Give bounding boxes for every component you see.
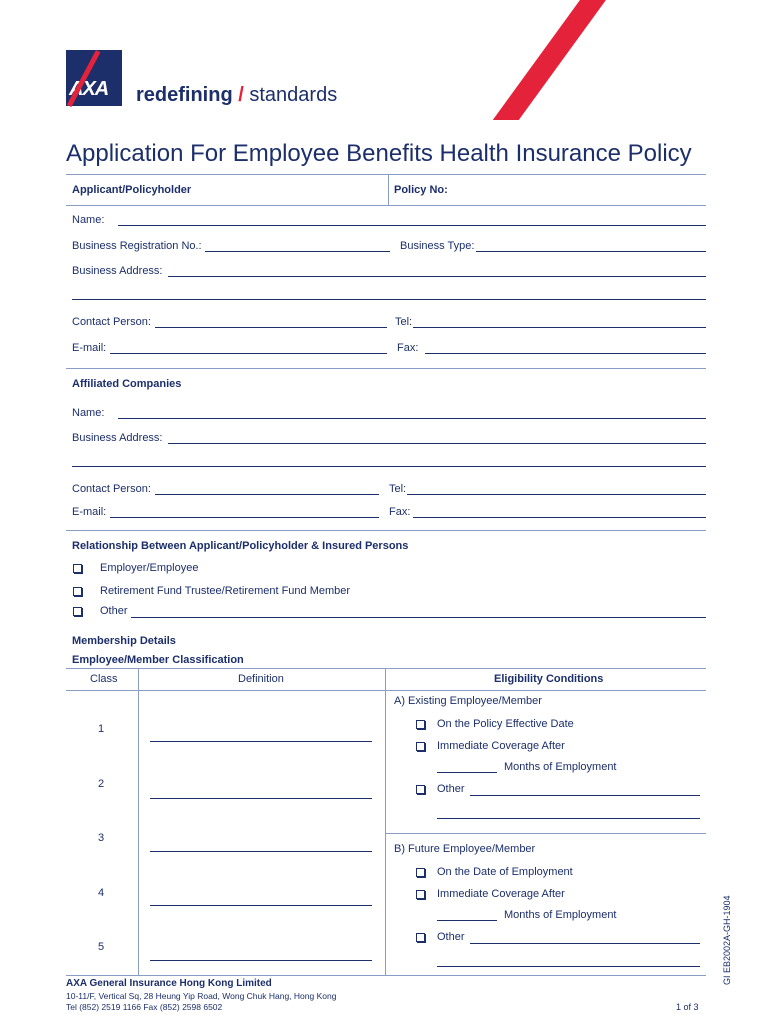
tagline <box>136 84 337 107</box>
aff-name-label: Name: <box>72 407 105 419</box>
footer-contact: Tel (852) 2519 1166 Fax (852) 2598 6502 <box>66 1002 223 1012</box>
definition-4-field[interactable] <box>150 905 372 906</box>
page-title: Application For Employee Benefits Health Insurance Policy <box>66 140 692 167</box>
section-title-relationship: Relationship Between Applicant/Policyholder & Insured Persons <box>72 540 409 552</box>
name-label: Name: <box>72 214 105 226</box>
fax-field[interactable] <box>425 353 706 354</box>
tel-field[interactable] <box>413 327 706 328</box>
membership-title: Membership Details <box>72 635 176 647</box>
checkbox-policy-effective[interactable] <box>416 720 425 729</box>
aff-tel-label: Tel: <box>389 483 407 495</box>
header-eligibility: Eligibility Conditions <box>494 673 604 685</box>
existing-months-label: Months of Employment <box>504 761 617 773</box>
other-relationship-field[interactable] <box>131 617 706 618</box>
tagline-part1: redefining <box>136 84 233 106</box>
divider <box>66 530 706 531</box>
name-field[interactable] <box>118 225 706 226</box>
class-3: 3 <box>98 832 105 844</box>
aff-tel-field[interactable] <box>407 494 706 495</box>
class-5: 5 <box>98 941 105 953</box>
table-border <box>385 833 706 834</box>
aff-fax-field[interactable] <box>413 517 706 518</box>
table-border <box>66 668 706 669</box>
divider <box>388 175 389 205</box>
future-label: B) Future Employee/Member <box>394 843 536 855</box>
checkbox-other[interactable] <box>73 607 82 616</box>
address-label: Business Address: <box>72 265 163 277</box>
page-number: 1 of 3 <box>676 1002 699 1012</box>
future-option-3: Other <box>437 931 465 943</box>
checkbox-future-immediate[interactable] <box>416 890 425 899</box>
future-months-field[interactable] <box>437 920 497 921</box>
aff-address-label: Business Address: <box>72 432 163 444</box>
existing-months-field[interactable] <box>437 772 497 773</box>
checkbox-future-other[interactable] <box>416 933 425 942</box>
future-other-field[interactable] <box>470 943 700 944</box>
checkbox-date-of-employment[interactable] <box>416 868 425 877</box>
tagline-part2: standards <box>249 84 338 106</box>
red-stripe <box>493 0 613 120</box>
aff-contact-field[interactable] <box>155 494 379 495</box>
divider <box>66 174 706 175</box>
table-border <box>66 690 706 691</box>
contact-field[interactable] <box>155 327 387 328</box>
class-1: 1 <box>98 723 105 735</box>
email-label: E-mail: <box>72 342 107 354</box>
tagline-slash: / <box>238 84 244 106</box>
membership-subtitle: Employee/Member Classification <box>72 654 244 666</box>
definition-1-field[interactable] <box>150 741 372 742</box>
aff-name-field[interactable] <box>118 418 706 419</box>
aff-fax-label: Fax: <box>389 506 411 518</box>
brn-field[interactable] <box>205 251 390 252</box>
footer-company: AXA General Insurance Hong Kong Limited <box>66 978 272 989</box>
class-4: 4 <box>98 887 105 899</box>
fax-label: Fax: <box>397 342 419 354</box>
email-field[interactable] <box>110 353 387 354</box>
divider <box>66 205 706 206</box>
existing-option-1: On the Policy Effective Date <box>437 718 574 730</box>
section-title-affiliated: Affiliated Companies <box>72 378 182 390</box>
tel-label: Tel: <box>395 316 413 328</box>
table-border <box>66 975 706 976</box>
aff-email-label: E-mail: <box>72 506 107 518</box>
axa-logo <box>66 50 122 106</box>
future-option-1: On the Date of Employment <box>437 866 573 878</box>
existing-option-3: Other <box>437 783 465 795</box>
checkbox-immediate-coverage[interactable] <box>416 742 425 751</box>
option-employer: Employer/Employee <box>100 562 199 574</box>
aff-address-field[interactable] <box>168 443 706 444</box>
aff-address-field-2[interactable] <box>72 466 706 467</box>
definition-2-field[interactable] <box>150 798 372 799</box>
header-class: Class <box>90 673 118 685</box>
checkbox-employer[interactable] <box>73 564 82 573</box>
existing-option-2: Immediate Coverage After <box>437 740 565 752</box>
existing-other-field[interactable] <box>470 795 700 796</box>
contact-label: Contact Person: <box>72 316 151 328</box>
definition-5-field[interactable] <box>150 960 372 961</box>
business-type-label: Business Type: <box>400 240 475 252</box>
definition-3-field[interactable] <box>150 851 372 852</box>
axa-logo-text: AXA <box>69 78 109 100</box>
existing-other-field-2[interactable] <box>437 818 700 819</box>
business-type-field[interactable] <box>476 251 706 252</box>
aff-email-field[interactable] <box>110 517 379 518</box>
future-option-2: Immediate Coverage After <box>437 888 565 900</box>
table-border <box>385 668 386 975</box>
existing-label: A) Existing Employee/Member <box>394 695 542 707</box>
form-code: GI EB2002A-GH-1904 <box>722 895 732 985</box>
future-months-label: Months of Employment <box>504 909 617 921</box>
header-definition: Definition <box>238 673 284 685</box>
checkbox-retirement[interactable] <box>73 587 82 596</box>
table-border <box>138 668 139 975</box>
checkbox-existing-other[interactable] <box>416 785 425 794</box>
footer-address: 10-11/F, Vertical Sq, 28 Heung Yip Road, Wong Chuk Hang, Hong Kong <box>66 991 337 1001</box>
address-field[interactable] <box>168 276 706 277</box>
policy-no-label: Policy No: <box>394 184 448 196</box>
option-other: Other <box>100 605 128 617</box>
divider <box>66 368 706 369</box>
brn-label: Business Registration No.: <box>72 240 202 252</box>
address-field-2[interactable] <box>72 299 706 300</box>
class-2: 2 <box>98 778 105 790</box>
future-other-field-2[interactable] <box>437 966 700 967</box>
option-retirement: Retirement Fund Trustee/Retirement Fund Member <box>100 585 351 597</box>
aff-contact-label: Contact Person: <box>72 483 151 495</box>
section-title-applicant: Applicant/Policyholder <box>72 184 192 196</box>
